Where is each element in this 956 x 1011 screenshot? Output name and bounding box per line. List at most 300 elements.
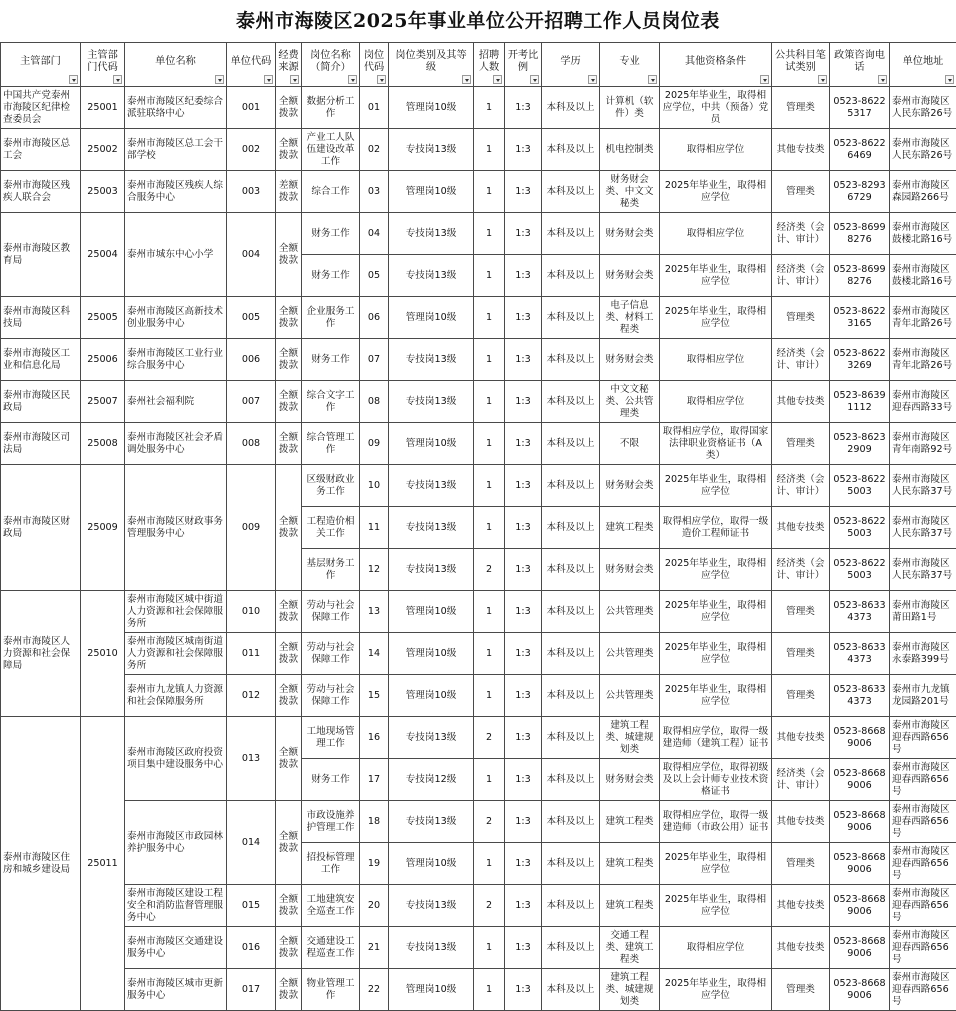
post-type-cell: 专技岗13级 <box>389 339 474 381</box>
major-cell: 建筑工程类 <box>600 843 660 885</box>
funding-cell: 全额拨款 <box>276 129 302 171</box>
dept-code-cell: 25005 <box>81 297 125 339</box>
ratio-cell: 1:3 <box>505 255 542 297</box>
post-type-cell: 专技岗13级 <box>389 129 474 171</box>
post-type-cell: 专技岗12级 <box>389 759 474 801</box>
filter-dropdown-icon[interactable] <box>264 75 273 84</box>
post-code-cell: 03 <box>360 171 389 213</box>
unit-name-cell: 泰州市海陵区高新技术创业服务中心 <box>125 297 227 339</box>
funding-cell: 全额拨款 <box>276 87 302 129</box>
other-cell: 2025年毕业生，取得相应学位 <box>660 549 772 591</box>
ratio-cell: 1:3 <box>505 759 542 801</box>
other-cell: 取得相应学位 <box>660 129 772 171</box>
edu-cell: 本科及以上 <box>542 129 600 171</box>
funding-cell: 全额拨款 <box>276 213 302 297</box>
major-cell: 公共管理类 <box>600 633 660 675</box>
filter-dropdown-icon[interactable] <box>493 75 502 84</box>
exam-cell: 经济类（会计、审计） <box>772 339 830 381</box>
count-cell: 1 <box>474 927 505 969</box>
major-cell: 电子信息类、材料工程类 <box>600 297 660 339</box>
phone-cell: 0523-86689006 <box>830 717 890 759</box>
ratio-cell: 1:3 <box>505 465 542 507</box>
dept-code-cell: 25003 <box>81 171 125 213</box>
count-cell: 1 <box>474 969 505 1011</box>
dept-code-cell: 25006 <box>81 339 125 381</box>
ratio-cell: 1:3 <box>505 969 542 1011</box>
funding-cell: 全额拨款 <box>276 339 302 381</box>
edu-cell: 本科及以上 <box>542 759 600 801</box>
unit-name-cell: 泰州市海陵区社会矛盾调处服务中心 <box>125 423 227 465</box>
ratio-cell: 1:3 <box>505 717 542 759</box>
unit-code-cell: 010 <box>227 591 276 633</box>
unit-code-cell: 005 <box>227 297 276 339</box>
ratio-cell: 1:3 <box>505 591 542 633</box>
exam-cell: 经济类（会计、审计） <box>772 759 830 801</box>
table-row <box>1 927 956 969</box>
phone-cell: 0523-86689006 <box>830 843 890 885</box>
post-code-cell: 01 <box>360 87 389 129</box>
unit-code-cell: 015 <box>227 885 276 927</box>
post-code-cell: 02 <box>360 129 389 171</box>
unit-code-cell: 014 <box>227 801 276 885</box>
edu-cell: 本科及以上 <box>542 843 600 885</box>
other-cell: 取得相应学位 <box>660 339 772 381</box>
unit-name-cell: 泰州市海陵区建设工程安全和消防监督管理服务中心 <box>125 885 227 927</box>
exam-cell: 管理类 <box>772 675 830 717</box>
post-name-cell: 劳动与社会保障工作 <box>302 633 360 675</box>
filter-dropdown-icon[interactable] <box>462 75 471 84</box>
post-code-cell: 05 <box>360 255 389 297</box>
post-code-cell: 14 <box>360 633 389 675</box>
count-cell: 2 <box>474 549 505 591</box>
phone-cell: 0523-86232909 <box>830 423 890 465</box>
unit-code-cell: 006 <box>227 339 276 381</box>
exam-cell: 其他专技类 <box>772 507 830 549</box>
unit-name-cell: 泰州市海陵区市政园林养护服务中心 <box>125 801 227 885</box>
dept-cell: 泰州市海陵区教育局 <box>1 213 81 297</box>
unit-name-cell: 泰州市海陵区城市更新服务中心 <box>125 969 227 1011</box>
post-type-cell: 管理岗10级 <box>389 591 474 633</box>
post-name-cell: 招投标管理工作 <box>302 843 360 885</box>
post-type-cell: 专技岗13级 <box>389 717 474 759</box>
phone-cell: 0523-86998276 <box>830 213 890 255</box>
post-type-cell: 管理岗10级 <box>389 675 474 717</box>
edu-cell: 本科及以上 <box>542 801 600 843</box>
unit-code-cell: 012 <box>227 675 276 717</box>
post-name-cell: 工地建筑安全巡查工作 <box>302 885 360 927</box>
addr-cell: 泰州市海陵区迎春西路656号 <box>890 717 956 759</box>
addr-cell: 泰州市海陵区人民东路37号 <box>890 465 956 507</box>
phone-cell: 0523-86689006 <box>830 885 890 927</box>
major-cell: 不限 <box>600 423 660 465</box>
post-name-cell: 交通建设工程巡查工作 <box>302 927 360 969</box>
post-code-cell: 06 <box>360 297 389 339</box>
post-type-cell: 专技岗13级 <box>389 255 474 297</box>
funding-cell: 全额拨款 <box>276 591 302 633</box>
count-cell: 1 <box>474 465 505 507</box>
column-header-edu: 学历 <box>542 43 600 87</box>
funding-cell: 全额拨款 <box>276 717 302 801</box>
addr-cell: 泰州市海陵区迎春西路656号 <box>890 927 956 969</box>
post-name-cell: 产业工人队伍建设改革工作 <box>302 129 360 171</box>
unit-code-cell: 003 <box>227 171 276 213</box>
edu-cell: 本科及以上 <box>542 381 600 423</box>
unit-code-cell: 007 <box>227 381 276 423</box>
post-code-cell: 13 <box>360 591 389 633</box>
phone-cell: 0523-86334373 <box>830 675 890 717</box>
post-type-cell: 专技岗13级 <box>389 885 474 927</box>
dept-cell: 泰州市海陵区工业和信息化局 <box>1 339 81 381</box>
table-row <box>1 297 956 339</box>
other-cell: 2025年毕业生，取得相应学位，中共（预备）党员 <box>660 87 772 129</box>
edu-cell: 本科及以上 <box>542 633 600 675</box>
post-type-cell: 管理岗10级 <box>389 843 474 885</box>
count-cell: 1 <box>474 213 505 255</box>
page-title: 泰州市海陵区2025年事业单位公开招聘工作人员岗位表 <box>0 0 956 42</box>
major-cell: 公共管理类 <box>600 675 660 717</box>
unit-name-cell: 泰州市海陵区工业行业综合服务中心 <box>125 339 227 381</box>
edu-cell: 本科及以上 <box>542 591 600 633</box>
major-cell: 机电控制类 <box>600 129 660 171</box>
addr-cell: 泰州市海陵区迎春西路656号 <box>890 801 956 843</box>
count-cell: 1 <box>474 297 505 339</box>
unit-code-cell: 002 <box>227 129 276 171</box>
addr-cell: 泰州市海陵区迎春西路656号 <box>890 759 956 801</box>
column-header-exam: 公共科目笔试类别 <box>772 43 830 87</box>
major-cell: 建筑工程类 <box>600 885 660 927</box>
addr-cell: 泰州市海陵区青年北路26号 <box>890 339 956 381</box>
ratio-cell: 1:3 <box>505 927 542 969</box>
ratio-cell: 1:3 <box>505 885 542 927</box>
other-cell: 2025年毕业生，取得相应学位 <box>660 675 772 717</box>
other-cell: 2025年毕业生，取得相应学位 <box>660 591 772 633</box>
filter-dropdown-icon[interactable] <box>530 75 539 84</box>
filter-dropdown-icon[interactable] <box>878 75 887 84</box>
edu-cell: 本科及以上 <box>542 885 600 927</box>
post-name-cell: 财务工作 <box>302 213 360 255</box>
funding-cell: 全额拨款 <box>276 465 302 591</box>
edu-cell: 本科及以上 <box>542 87 600 129</box>
major-cell: 交通工程类、建筑工程类 <box>600 927 660 969</box>
column-header-unit-code: 单位代码 <box>227 43 276 87</box>
exam-cell: 管理类 <box>772 843 830 885</box>
ratio-cell: 1:3 <box>505 87 542 129</box>
unit-name-cell: 泰州市海陵区交通建设服务中心 <box>125 927 227 969</box>
exam-cell: 其他专技类 <box>772 801 830 843</box>
filter-dropdown-icon[interactable] <box>113 75 122 84</box>
filter-dropdown-icon[interactable] <box>377 75 386 84</box>
table-row <box>1 885 956 927</box>
column-header-post-code: 岗位代码 <box>360 43 389 87</box>
addr-cell: 泰州市海陵区青年北路26号 <box>890 297 956 339</box>
filter-dropdown-icon[interactable] <box>760 75 769 84</box>
column-header-post-type: 岗位类别及其等级 <box>389 43 474 87</box>
count-cell: 1 <box>474 843 505 885</box>
unit-code-cell: 008 <box>227 423 276 465</box>
phone-cell: 0523-86689006 <box>830 969 890 1011</box>
post-code-cell: 12 <box>360 549 389 591</box>
ratio-cell: 1:3 <box>505 297 542 339</box>
post-code-cell: 15 <box>360 675 389 717</box>
addr-cell: 泰州市海陵区人民东路26号 <box>890 87 956 129</box>
other-cell: 取得相应学位 <box>660 927 772 969</box>
filter-dropdown-icon[interactable] <box>945 75 954 84</box>
post-name-cell: 财务工作 <box>302 339 360 381</box>
column-header-post-name: 岗位名称（简介） <box>302 43 360 87</box>
major-cell: 建筑工程类、城建规划类 <box>600 969 660 1011</box>
exam-cell: 经济类（会计、审计） <box>772 255 830 297</box>
post-name-cell: 区级财政业务工作 <box>302 465 360 507</box>
phone-cell: 0523-86689006 <box>830 927 890 969</box>
exam-cell: 管理类 <box>772 171 830 213</box>
filter-dropdown-icon[interactable] <box>290 75 299 84</box>
other-cell: 2025年毕业生，取得相应学位 <box>660 297 772 339</box>
dept-cell: 泰州市海陵区司法局 <box>1 423 81 465</box>
unit-code-cell: 013 <box>227 717 276 801</box>
unit-code-cell: 011 <box>227 633 276 675</box>
table-row <box>1 171 956 213</box>
major-cell: 建筑工程类、城建规划类 <box>600 717 660 759</box>
count-cell: 1 <box>474 171 505 213</box>
addr-cell: 泰州市海陵区森园路266号 <box>890 171 956 213</box>
exam-cell: 其他专技类 <box>772 885 830 927</box>
post-type-cell: 专技岗13级 <box>389 507 474 549</box>
funding-cell: 全额拨款 <box>276 927 302 969</box>
funding-cell: 全额拨款 <box>276 969 302 1011</box>
ratio-cell: 1:3 <box>505 423 542 465</box>
post-code-cell: 07 <box>360 339 389 381</box>
edu-cell: 本科及以上 <box>542 171 600 213</box>
exam-cell: 管理类 <box>772 591 830 633</box>
funding-cell: 全额拨款 <box>276 675 302 717</box>
dept-cell: 中国共产党泰州市海陵区纪律检查委员会 <box>1 87 81 129</box>
other-cell: 取得相应学位 <box>660 381 772 423</box>
column-header-ratio: 开考比例 <box>505 43 542 87</box>
unit-code-cell: 001 <box>227 87 276 129</box>
unit-name-cell: 泰州市海陵区城南街道人力资源和社会保障服务所 <box>125 633 227 675</box>
funding-cell: 全额拨款 <box>276 381 302 423</box>
table-row <box>1 423 956 465</box>
post-code-cell: 17 <box>360 759 389 801</box>
post-name-cell: 工程造价相关工作 <box>302 507 360 549</box>
ratio-cell: 1:3 <box>505 549 542 591</box>
count-cell: 1 <box>474 675 505 717</box>
post-name-cell: 财务工作 <box>302 759 360 801</box>
post-type-cell: 专技岗13级 <box>389 927 474 969</box>
other-cell: 取得相应学位，取得一级建造师（市政公用）证书 <box>660 801 772 843</box>
column-header-funding: 经费来源 <box>276 43 302 87</box>
post-type-cell: 管理岗10级 <box>389 969 474 1011</box>
dept-cell: 泰州市海陵区科技局 <box>1 297 81 339</box>
column-header-major: 专业 <box>600 43 660 87</box>
table-row <box>1 381 956 423</box>
post-type-cell: 管理岗10级 <box>389 297 474 339</box>
column-header-unit: 单位名称 <box>125 43 227 87</box>
column-header-dept-code: 主管部门代码 <box>81 43 125 87</box>
ratio-cell: 1:3 <box>505 171 542 213</box>
major-cell: 财务财会类 <box>600 213 660 255</box>
phone-cell: 0523-86689006 <box>830 801 890 843</box>
ratio-cell: 1:3 <box>505 339 542 381</box>
post-name-cell: 综合工作 <box>302 171 360 213</box>
major-cell: 计算机（软件）类 <box>600 87 660 129</box>
count-cell: 1 <box>474 591 505 633</box>
table-row <box>1 465 956 507</box>
dept-cell: 泰州市海陵区住房和城乡建设局 <box>1 717 81 1011</box>
major-cell: 财务财会类 <box>600 759 660 801</box>
phone-cell: 0523-86223269 <box>830 339 890 381</box>
table-row <box>1 675 956 717</box>
addr-cell: 泰州市海陵区人民东路37号 <box>890 549 956 591</box>
post-type-cell: 专技岗13级 <box>389 381 474 423</box>
other-cell: 2025年毕业生，取得相应学位 <box>660 255 772 297</box>
post-type-cell: 专技岗13级 <box>389 213 474 255</box>
other-cell: 取得相应学位，取得一级建造师（建筑工程）证书 <box>660 717 772 759</box>
unit-name-cell: 泰州市城东中心小学 <box>125 213 227 297</box>
dept-code-cell: 25002 <box>81 129 125 171</box>
exam-cell: 管理类 <box>772 423 830 465</box>
phone-cell: 0523-86225317 <box>830 87 890 129</box>
ratio-cell: 1:3 <box>505 381 542 423</box>
dept-cell: 泰州市海陵区残疾人联合会 <box>1 171 81 213</box>
phone-cell: 0523-86225003 <box>830 465 890 507</box>
unit-name-cell: 泰州市海陵区总工会干部学校 <box>125 129 227 171</box>
edu-cell: 本科及以上 <box>542 507 600 549</box>
phone-cell: 0523-86225003 <box>830 549 890 591</box>
post-code-cell: 19 <box>360 843 389 885</box>
unit-name-cell: 泰州市海陵区政府投资项目集中建设服务中心 <box>125 717 227 801</box>
post-name-cell: 市政设施养护管理工作 <box>302 801 360 843</box>
other-cell: 2025年毕业生，取得相应学位 <box>660 969 772 1011</box>
post-type-cell: 管理岗10级 <box>389 633 474 675</box>
addr-cell: 泰州市海陵区迎春西路656号 <box>890 843 956 885</box>
exam-cell: 管理类 <box>772 87 830 129</box>
phone-cell: 0523-82936729 <box>830 171 890 213</box>
edu-cell: 本科及以上 <box>542 927 600 969</box>
unit-code-cell: 009 <box>227 465 276 591</box>
edu-cell: 本科及以上 <box>542 297 600 339</box>
unit-code-cell: 017 <box>227 969 276 1011</box>
major-cell: 财务财会类 <box>600 339 660 381</box>
funding-cell: 差额拨款 <box>276 171 302 213</box>
funding-cell: 全额拨款 <box>276 885 302 927</box>
filter-dropdown-icon[interactable] <box>69 75 78 84</box>
addr-cell: 泰州市海陵区鼓楼北路16号 <box>890 255 956 297</box>
unit-code-cell: 004 <box>227 213 276 297</box>
edu-cell: 本科及以上 <box>542 339 600 381</box>
post-name-cell: 劳动与社会保障工作 <box>302 591 360 633</box>
column-header-phone: 政策咨询电话 <box>830 43 890 87</box>
filter-dropdown-icon[interactable] <box>215 75 224 84</box>
post-name-cell: 综合管理工作 <box>302 423 360 465</box>
edu-cell: 本科及以上 <box>542 717 600 759</box>
edu-cell: 本科及以上 <box>542 255 600 297</box>
dept-code-cell: 25007 <box>81 381 125 423</box>
addr-cell: 泰州市海陵区莆田路1号 <box>890 591 956 633</box>
ratio-cell: 1:3 <box>505 507 542 549</box>
unit-code-cell: 016 <box>227 927 276 969</box>
exam-cell: 其他专技类 <box>772 129 830 171</box>
phone-cell: 0523-86689006 <box>830 759 890 801</box>
post-code-cell: 22 <box>360 969 389 1011</box>
dept-cell: 泰州市海陵区人力资源和社会保障局 <box>1 591 81 717</box>
edu-cell: 本科及以上 <box>542 465 600 507</box>
post-code-cell: 09 <box>360 423 389 465</box>
post-type-cell: 管理岗10级 <box>389 171 474 213</box>
exam-cell: 管理类 <box>772 633 830 675</box>
table-row <box>1 801 956 843</box>
other-cell: 取得相应学位，取得国家法律职业资格证书（A类） <box>660 423 772 465</box>
other-cell: 取得相应学位，取得初级及以上会计师专业技术资格证书 <box>660 759 772 801</box>
phone-cell: 0523-86998276 <box>830 255 890 297</box>
other-cell: 2025年毕业生，取得相应学位 <box>660 465 772 507</box>
post-type-cell: 管理岗10级 <box>389 423 474 465</box>
filter-dropdown-icon[interactable] <box>348 75 357 84</box>
edu-cell: 本科及以上 <box>542 423 600 465</box>
phone-cell: 0523-86226469 <box>830 129 890 171</box>
other-cell: 取得相应学位 <box>660 213 772 255</box>
table-row <box>1 129 956 171</box>
ratio-cell: 1:3 <box>505 633 542 675</box>
other-cell: 2025年毕业生，取得相应学位 <box>660 171 772 213</box>
filter-dropdown-icon[interactable] <box>818 75 827 84</box>
phone-cell: 0523-86334373 <box>830 633 890 675</box>
count-cell: 1 <box>474 759 505 801</box>
unit-name-cell: 泰州市海陵区城中街道人力资源和社会保障服务所 <box>125 591 227 633</box>
funding-cell: 全额拨款 <box>276 297 302 339</box>
filter-dropdown-icon[interactable] <box>648 75 657 84</box>
count-cell: 1 <box>474 507 505 549</box>
post-name-cell: 基层财务工作 <box>302 549 360 591</box>
post-type-cell: 专技岗13级 <box>389 549 474 591</box>
addr-cell: 泰州市海陵区迎春西路656号 <box>890 885 956 927</box>
exam-cell: 管理类 <box>772 969 830 1011</box>
phone-cell: 0523-86391112 <box>830 381 890 423</box>
unit-name-cell: 泰州市海陵区财政事务管理服务中心 <box>125 465 227 591</box>
major-cell: 中文文秘类、公共管理类 <box>600 381 660 423</box>
phone-cell: 0523-86223165 <box>830 297 890 339</box>
phone-cell: 0523-86225003 <box>830 507 890 549</box>
addr-cell: 泰州市九龙镇龙园路201号 <box>890 675 956 717</box>
exam-cell: 其他专技类 <box>772 381 830 423</box>
filter-dropdown-icon[interactable] <box>588 75 597 84</box>
edu-cell: 本科及以上 <box>542 213 600 255</box>
count-cell: 1 <box>474 633 505 675</box>
table-row <box>1 717 956 759</box>
post-name-cell: 劳动与社会保障工作 <box>302 675 360 717</box>
addr-cell: 泰州市海陵区人民东路37号 <box>890 507 956 549</box>
unit-name-cell: 泰州市海陵区纪委综合派驻联络中心 <box>125 87 227 129</box>
addr-cell: 泰州市海陵区人民东路26号 <box>890 129 956 171</box>
count-cell: 1 <box>474 381 505 423</box>
count-cell: 1 <box>474 255 505 297</box>
addr-cell: 泰州市海陵区迎春西路656号 <box>890 969 956 1011</box>
post-name-cell: 数据分析工作 <box>302 87 360 129</box>
post-type-cell: 专技岗13级 <box>389 465 474 507</box>
major-cell: 财务财会类、中文文秘类 <box>600 171 660 213</box>
dept-code-cell: 25008 <box>81 423 125 465</box>
dept-code-cell: 25011 <box>81 717 125 1011</box>
job-table <box>0 42 956 1011</box>
other-cell: 2025年毕业生，取得相应学位 <box>660 633 772 675</box>
count-cell: 1 <box>474 339 505 381</box>
dept-code-cell: 25009 <box>81 465 125 591</box>
addr-cell: 泰州市海陵区迎春西路33号 <box>890 381 956 423</box>
table-row <box>1 633 956 675</box>
dept-code-cell: 25010 <box>81 591 125 717</box>
table-body <box>1 87 956 1011</box>
post-name-cell: 物业管理工作 <box>302 969 360 1011</box>
